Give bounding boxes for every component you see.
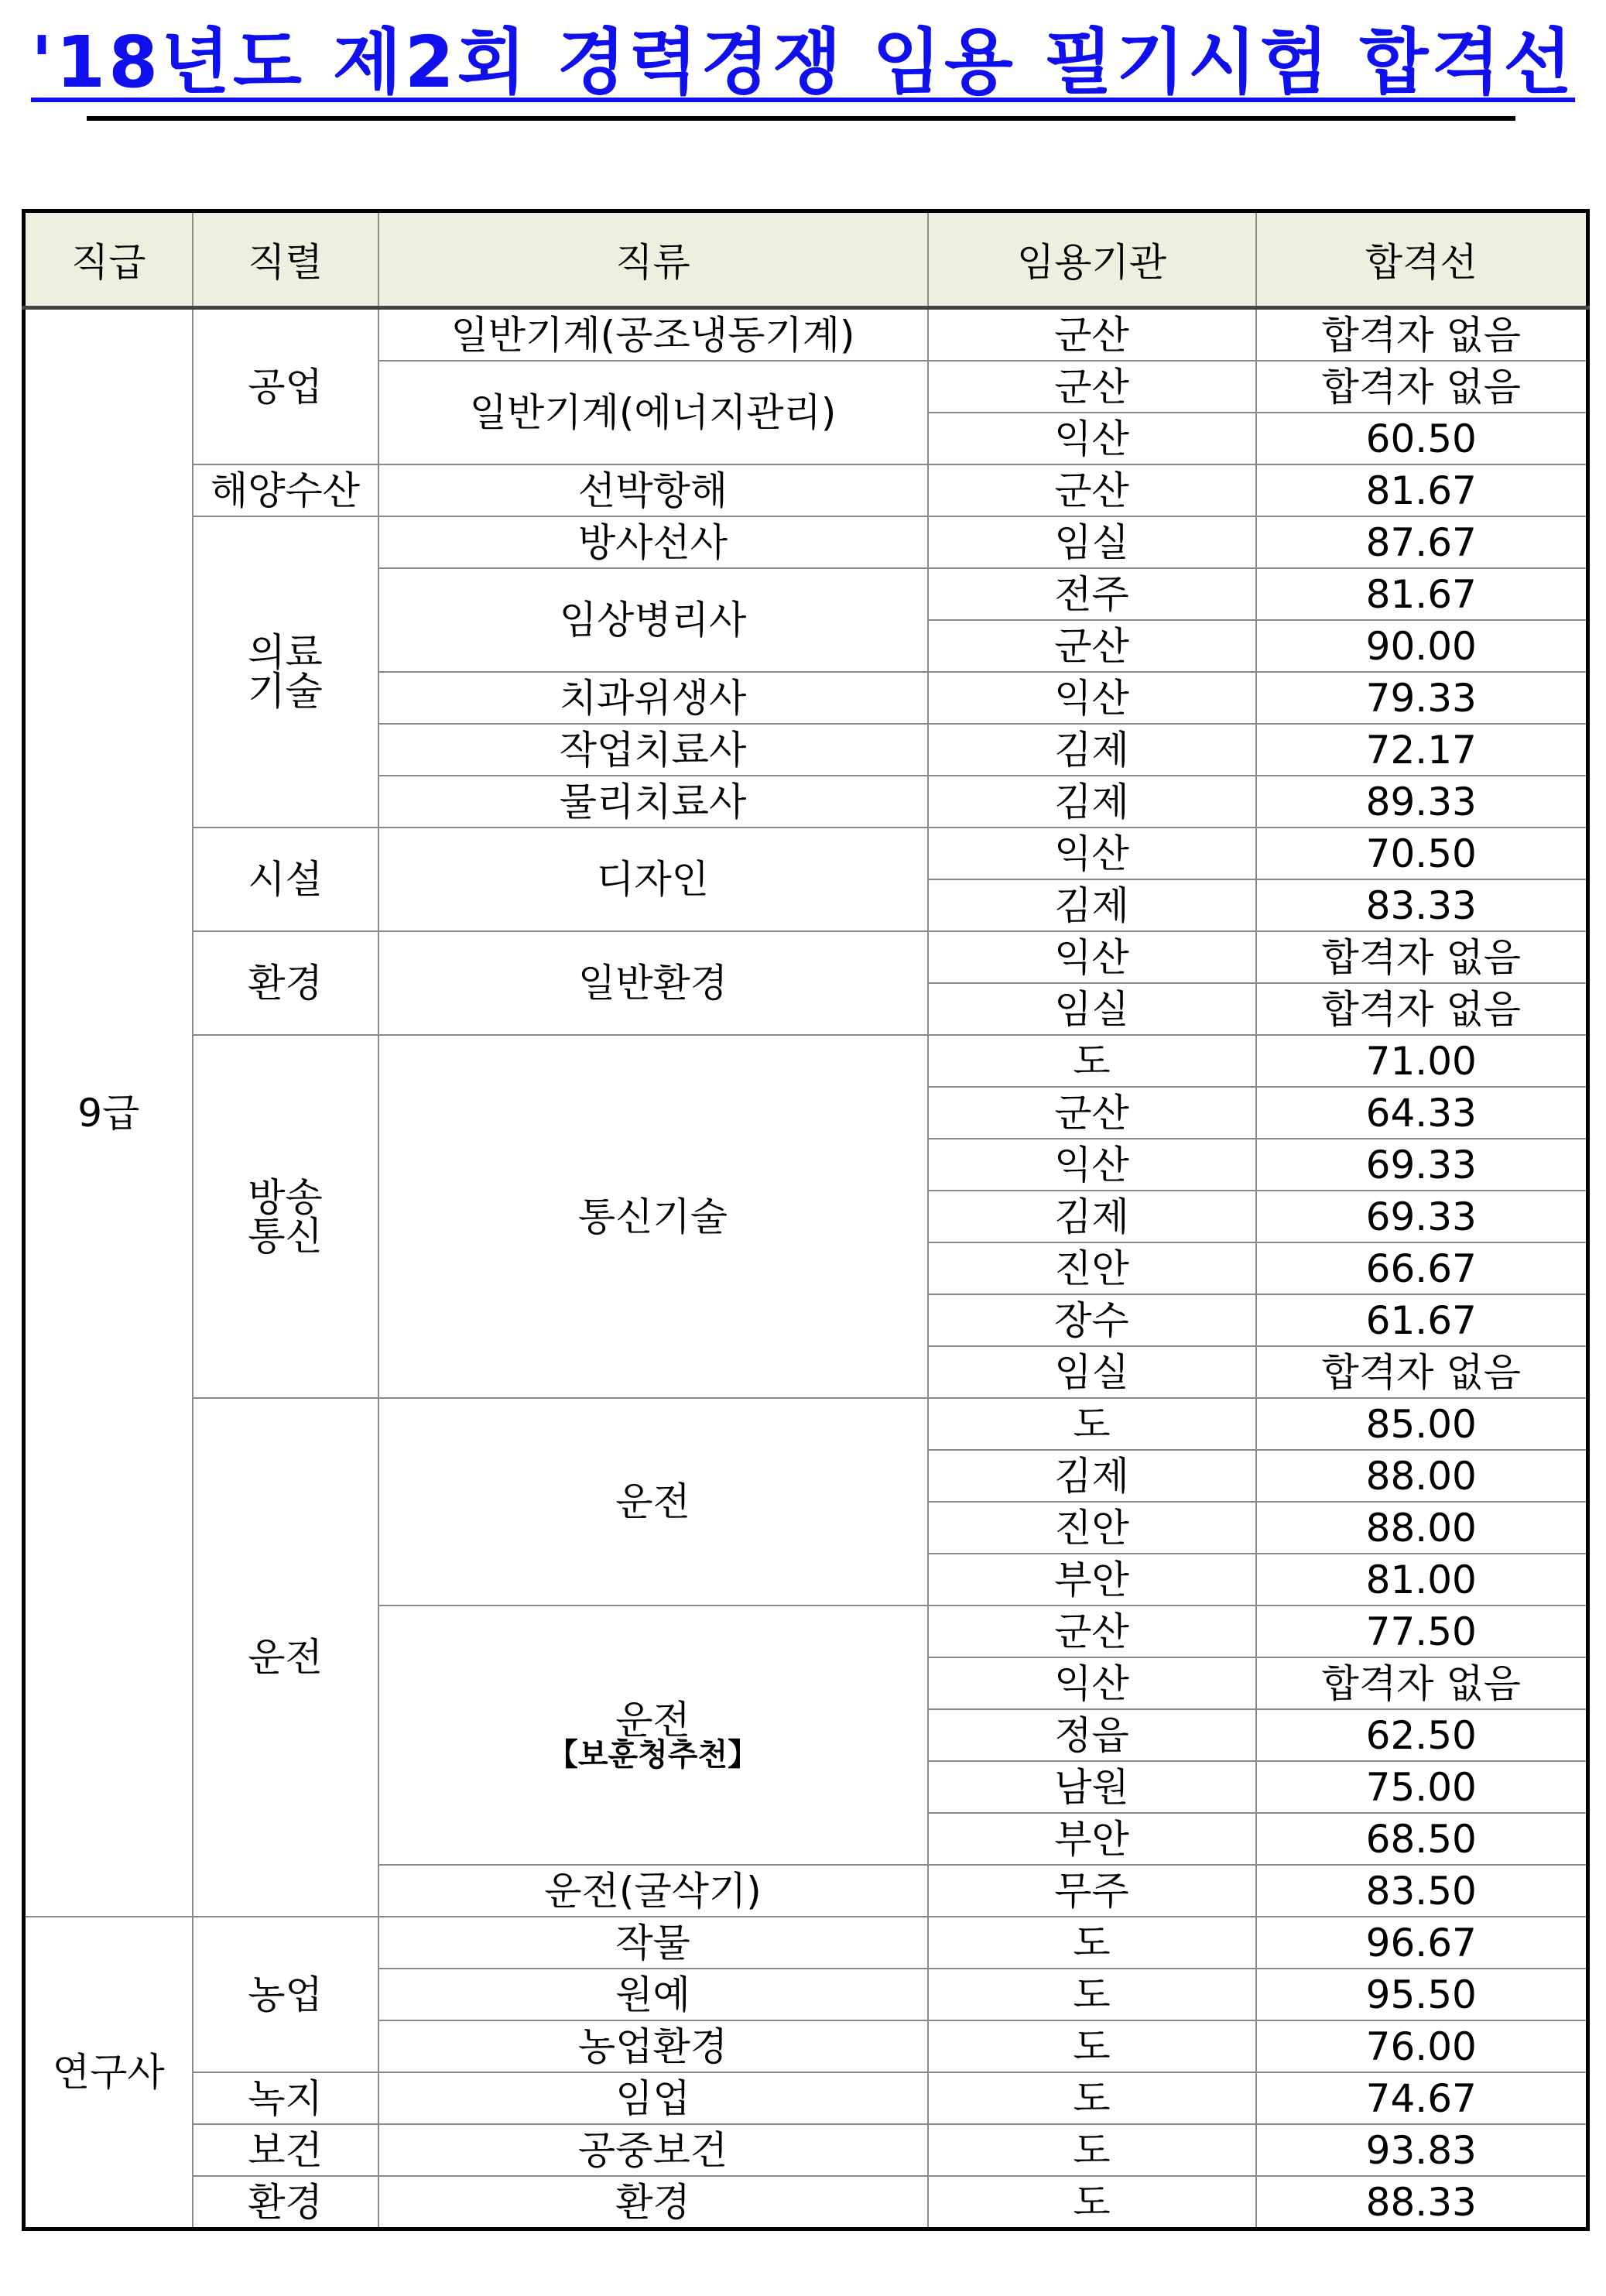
table-row bbox=[24, 828, 1588, 879]
series-cell: 공업 bbox=[193, 308, 378, 465]
score-cell: 64.33 bbox=[1256, 1087, 1588, 1139]
score-cell: 72.17 bbox=[1256, 724, 1588, 776]
agency-cell: 임실 bbox=[928, 983, 1256, 1035]
agency-cell: 부안 bbox=[928, 1554, 1256, 1605]
category-cell: 통신기술 bbox=[378, 1035, 928, 1398]
agency-cell: 군산 bbox=[928, 1087, 1256, 1139]
agency-cell: 도 bbox=[928, 1035, 1256, 1087]
table-row bbox=[24, 2176, 1588, 2229]
grade-cell: 9급 bbox=[24, 308, 193, 1917]
score-cell: 합격자 없음 bbox=[1256, 931, 1588, 983]
agency-cell: 익산 bbox=[928, 1139, 1256, 1191]
agency-cell: 도 bbox=[928, 1917, 1256, 1969]
agency-cell: 도 bbox=[928, 2124, 1256, 2176]
score-cell: 93.83 bbox=[1256, 2124, 1588, 2176]
score-cell: 88.00 bbox=[1256, 1450, 1588, 1502]
score-cell: 75.00 bbox=[1256, 1761, 1588, 1813]
agency-cell: 임실 bbox=[928, 516, 1256, 568]
category-cell: 방사선사 bbox=[378, 516, 928, 568]
agency-cell: 정읍 bbox=[928, 1709, 1256, 1761]
header-score: 합격선 bbox=[1256, 211, 1588, 308]
title-underline-rule bbox=[87, 116, 1515, 121]
score-cell: 81.00 bbox=[1256, 1554, 1588, 1605]
series-cell: 해양수산 bbox=[193, 464, 378, 516]
score-cell: 61.67 bbox=[1256, 1294, 1588, 1346]
score-cell: 88.33 bbox=[1256, 2176, 1588, 2229]
agency-cell: 도 bbox=[928, 1969, 1256, 2020]
agency-cell: 익산 bbox=[928, 828, 1256, 879]
category-cell: 물리치료사 bbox=[378, 776, 928, 828]
category-cell: 치과위생사 bbox=[378, 672, 928, 724]
category-cell: 선박항해 bbox=[378, 464, 928, 516]
agency-cell: 군산 bbox=[928, 464, 1256, 516]
category-cell: 공중보건 bbox=[378, 2124, 928, 2176]
table-row bbox=[24, 1917, 1588, 1969]
score-cell: 60.50 bbox=[1256, 413, 1588, 464]
agency-cell: 김제 bbox=[928, 879, 1256, 931]
header-grade: 직급 bbox=[24, 211, 193, 308]
table-row bbox=[24, 2124, 1588, 2176]
score-cell: 83.33 bbox=[1256, 879, 1588, 931]
series-cell: 운전 bbox=[193, 1398, 378, 1917]
agency-cell: 부안 bbox=[928, 1813, 1256, 1865]
category-cell: 환경 bbox=[378, 2176, 928, 2229]
category-cell: 운전(굴삭기) bbox=[378, 1865, 928, 1917]
score-cell: 85.00 bbox=[1256, 1398, 1588, 1450]
agency-cell: 도 bbox=[928, 2020, 1256, 2072]
series-cell: 환경 bbox=[193, 931, 378, 1035]
table-row bbox=[24, 516, 1588, 568]
series-text: 방송 통신 bbox=[248, 1174, 323, 1259]
score-cell: 합격자 없음 bbox=[1256, 1657, 1588, 1709]
category-cell: 작물 bbox=[378, 1917, 928, 1969]
agency-cell: 익산 bbox=[928, 413, 1256, 464]
table-row bbox=[24, 1398, 1588, 1450]
agency-cell: 익산 bbox=[928, 672, 1256, 724]
header-row bbox=[24, 211, 1588, 308]
page-title: '18년도 제2회 경력경쟁 임용 필기시험 합격선 bbox=[30, 21, 1576, 104]
score-cell: 79.33 bbox=[1256, 672, 1588, 724]
header-category: 직류 bbox=[378, 211, 928, 308]
score-cell: 합격자 없음 bbox=[1256, 361, 1588, 413]
score-cell: 76.00 bbox=[1256, 2020, 1588, 2072]
agency-cell: 남원 bbox=[928, 1761, 1256, 1813]
score-cell: 90.00 bbox=[1256, 620, 1588, 672]
agency-cell: 진안 bbox=[928, 1242, 1256, 1294]
category-cell: 디자인 bbox=[378, 828, 928, 931]
agency-cell: 김제 bbox=[928, 1191, 1256, 1242]
header-agency: 임용기관 bbox=[928, 211, 1256, 308]
score-cell: 69.33 bbox=[1256, 1191, 1588, 1242]
agency-cell: 군산 bbox=[928, 361, 1256, 413]
score-cell: 71.00 bbox=[1256, 1035, 1588, 1087]
score-cell: 83.50 bbox=[1256, 1865, 1588, 1917]
series-cell bbox=[193, 516, 378, 828]
agency-cell: 군산 bbox=[928, 1605, 1256, 1657]
score-cell: 96.67 bbox=[1256, 1917, 1588, 1969]
agency-cell: 진안 bbox=[928, 1502, 1256, 1554]
score-cell: 68.50 bbox=[1256, 1813, 1588, 1865]
grade-cell: 연구사 bbox=[24, 1917, 193, 2229]
category-cell: 일반환경 bbox=[378, 931, 928, 1035]
agency-cell: 장수 bbox=[928, 1294, 1256, 1346]
category-cell: 임업 bbox=[378, 2072, 928, 2124]
title-wrap bbox=[0, 21, 1606, 104]
series-cell: 환경 bbox=[193, 2176, 378, 2229]
agency-cell: 군산 bbox=[928, 308, 1256, 362]
score-cell: 70.50 bbox=[1256, 828, 1588, 879]
score-cell: 66.67 bbox=[1256, 1242, 1588, 1294]
category-cell: 작업치료사 bbox=[378, 724, 928, 776]
agency-cell: 김제 bbox=[928, 1450, 1256, 1502]
score-cell: 합격자 없음 bbox=[1256, 983, 1588, 1035]
category-cell: 일반기계(에너지관리) bbox=[378, 361, 928, 464]
score-cell: 95.50 bbox=[1256, 1969, 1588, 2020]
table-row bbox=[24, 931, 1588, 983]
score-cell: 87.67 bbox=[1256, 516, 1588, 568]
agency-cell: 무주 bbox=[928, 1865, 1256, 1917]
category-cell: 원예 bbox=[378, 1969, 928, 2020]
table-row bbox=[24, 2072, 1588, 2124]
score-cell: 합격자 없음 bbox=[1256, 1346, 1588, 1398]
category-cell: 운전 bbox=[378, 1398, 928, 1605]
category-cell: 일반기계(공조냉동기계) bbox=[378, 308, 928, 362]
category-note: 【보훈청추천】 bbox=[546, 1736, 759, 1773]
score-cell: 81.67 bbox=[1256, 464, 1588, 516]
agency-cell: 익산 bbox=[928, 931, 1256, 983]
score-cell: 88.00 bbox=[1256, 1502, 1588, 1554]
agency-cell: 군산 bbox=[928, 620, 1256, 672]
table-row bbox=[24, 464, 1588, 516]
series-cell: 농업 bbox=[193, 1917, 378, 2072]
score-cell: 77.50 bbox=[1256, 1605, 1588, 1657]
series-cell: 녹지 bbox=[193, 2072, 378, 2124]
agency-cell: 익산 bbox=[928, 1657, 1256, 1709]
agency-cell: 김제 bbox=[928, 776, 1256, 828]
agency-cell: 임실 bbox=[928, 1346, 1256, 1398]
score-cell: 89.33 bbox=[1256, 776, 1588, 828]
series-cell bbox=[193, 1035, 378, 1398]
agency-cell: 김제 bbox=[928, 724, 1256, 776]
agency-cell: 도 bbox=[928, 2072, 1256, 2124]
score-cell: 69.33 bbox=[1256, 1139, 1588, 1191]
category-cell bbox=[378, 1605, 928, 1865]
category-cell: 임상병리사 bbox=[378, 568, 928, 672]
score-cell: 62.50 bbox=[1256, 1709, 1588, 1761]
score-cell: 81.67 bbox=[1256, 568, 1588, 620]
table-row bbox=[24, 1035, 1588, 1087]
agency-cell: 도 bbox=[928, 1398, 1256, 1450]
score-cell: 합격자 없음 bbox=[1256, 308, 1588, 362]
series-cell: 시설 bbox=[193, 828, 378, 931]
agency-cell: 전주 bbox=[928, 568, 1256, 620]
score-cell: 74.67 bbox=[1256, 2072, 1588, 2124]
category-text: 운전 bbox=[615, 1697, 690, 1743]
header-series: 직렬 bbox=[193, 211, 378, 308]
results-table bbox=[22, 209, 1590, 2231]
table-row bbox=[24, 308, 1588, 362]
category-cell: 농업환경 bbox=[378, 2020, 928, 2072]
agency-cell: 도 bbox=[928, 2176, 1256, 2229]
series-cell: 보건 bbox=[193, 2124, 378, 2176]
series-text: 의료 기술 bbox=[248, 630, 323, 714]
